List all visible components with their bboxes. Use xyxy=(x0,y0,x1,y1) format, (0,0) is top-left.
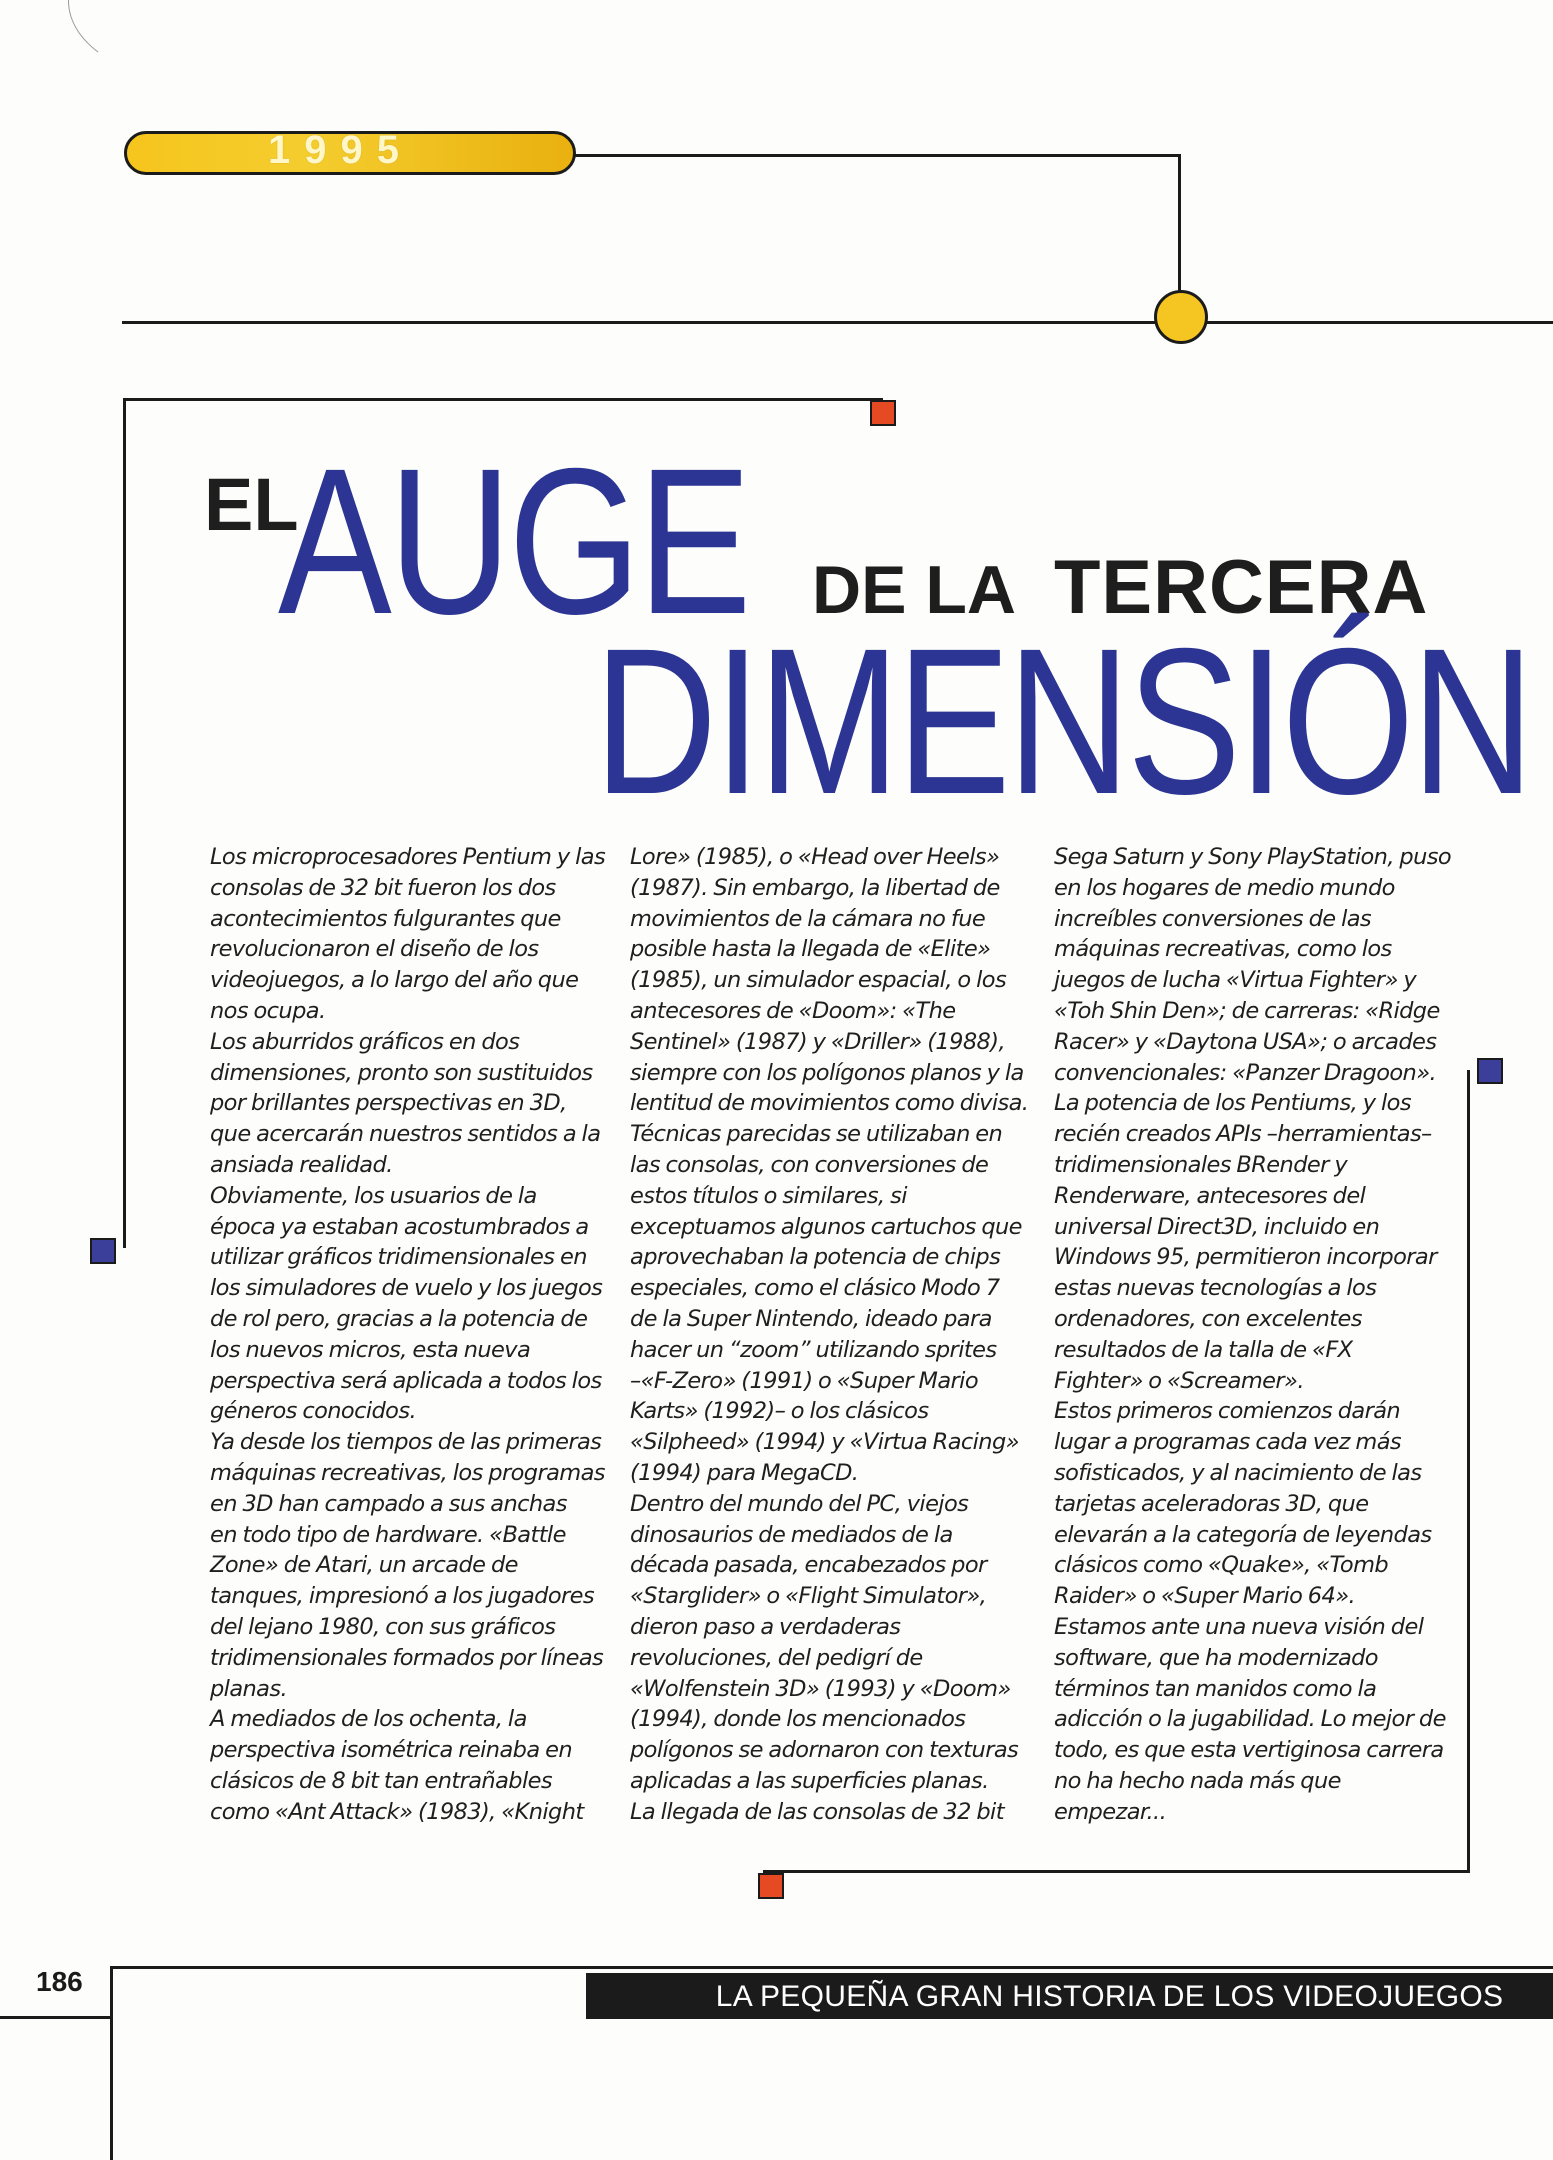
text-line: –«F-Zero» (1991) o «Super Mario xyxy=(630,1367,978,1394)
frame-line-bottom xyxy=(763,1870,1470,1873)
timeline-line-vertical xyxy=(1178,154,1181,294)
text-line: recién creados APIs –herramientas– xyxy=(1054,1121,1432,1148)
text-line: estas nuevas tecnologías a los xyxy=(1054,1275,1377,1302)
text-line: increíbles conversiones de las xyxy=(1054,905,1372,932)
text-line: juegos de lucha «Virtua Fighter» y xyxy=(1054,967,1417,994)
text-line: revolucionaron el diseño de los xyxy=(210,936,539,963)
frame-square-blue-right xyxy=(1477,1058,1503,1084)
text-line: videojuegos, a lo largo del año que xyxy=(210,967,579,994)
text-line: Racer» y «Daytona USA»; o arcades xyxy=(1054,1028,1437,1055)
text-line: en 3D han campado a sus anchas xyxy=(210,1490,567,1517)
text-line: las consolas, con conversiones de xyxy=(630,1151,989,1178)
text-line: máquinas recreativas, como los xyxy=(1054,936,1392,963)
page-number: 186 xyxy=(36,1966,83,1997)
text-line: Técnicas parecidas se utilizaban en xyxy=(630,1121,1003,1148)
frame-line-right xyxy=(1467,1070,1470,1873)
text-line: acontecimientos fulgurantes que xyxy=(210,905,561,932)
text-line: (1987). Sin embargo, la libertad de xyxy=(630,874,1000,901)
year-label: 1995 xyxy=(268,128,413,172)
text-line: especiales, como el clásico Modo 7 xyxy=(630,1275,1000,1302)
text-line: como «Ant Attack» (1983), «Knight xyxy=(210,1798,584,1825)
text-line: todo, es que esta vertiginosa carrera xyxy=(1054,1737,1444,1764)
text-line: en todo tipo de hardware. «Battle xyxy=(210,1521,566,1548)
text-line: dieron paso a verdaderas xyxy=(630,1613,901,1640)
text-line: (1994), donde los mencionados xyxy=(630,1706,966,1733)
text-line: hacer un “zoom” utilizando sprites xyxy=(630,1336,997,1363)
text-line: del lejano 1980, con sus gráficos xyxy=(210,1613,556,1640)
headline-de-la: DE LA xyxy=(812,552,1016,628)
text-line: software, que ha modernizado xyxy=(1054,1644,1378,1671)
text-line: exceptuamos algunos cartuchos que xyxy=(630,1213,1022,1240)
text-line: Dentro del mundo del PC, viejos xyxy=(630,1490,969,1517)
book-title: LA PEQUEÑA GRAN HISTORIA DE LOS VIDEOJUEGOS xyxy=(715,1980,1504,2013)
text-line: dimensiones, pronto son sustituidos xyxy=(210,1059,593,1086)
text-line: resultados de la talla de «FX xyxy=(1054,1336,1353,1363)
text-line: La potencia de los Pentiums, y los xyxy=(1054,1090,1411,1117)
text-line: utilizar gráficos tridimensionales en xyxy=(210,1244,587,1271)
text-line: universal Direct3D, incluido en xyxy=(1054,1213,1380,1240)
footer-line-left xyxy=(0,2016,112,2019)
text-line: antecesores de «Doom»: «The xyxy=(630,997,956,1024)
text-line: géneros conocidos. xyxy=(210,1398,417,1425)
text-line: «Toh Shin Den»; de carreras: «Ridge xyxy=(1054,997,1440,1024)
frame-square-red-top xyxy=(870,400,896,426)
footer-line-vertical xyxy=(110,1966,113,2160)
text-line: (1994) para MegaCD. xyxy=(630,1459,859,1486)
text-line: Karts» (1992)– o los clásicos xyxy=(630,1398,929,1425)
text-line: no ha hecho nada más que xyxy=(1054,1767,1341,1794)
text-line: Renderware, antecesores del xyxy=(1054,1182,1366,1209)
text-line: de la Super Nintendo, ideado para xyxy=(630,1305,992,1332)
text-line: clásicos como «Quake», «Tomb xyxy=(1054,1552,1389,1579)
text-line: aprovechaban la potencia de chips xyxy=(630,1244,1001,1271)
text-line: planas. xyxy=(210,1675,288,1702)
headline-tercera: TERCERA xyxy=(1054,545,1429,630)
text-line: tarjetas aceleradoras 3D, que xyxy=(1054,1490,1369,1517)
text-line: consolas de 32 bit fueron los dos xyxy=(210,874,556,901)
frame-line-left xyxy=(123,398,126,1248)
text-line: dinosaurios de mediados de la xyxy=(630,1521,953,1548)
text-line: perspectiva isométrica reinaba en xyxy=(210,1737,572,1764)
text-line: Lore» (1985), o «Head over Heels» xyxy=(630,844,1000,870)
text-line: «Starglider» o «Flight Simulator», xyxy=(630,1583,987,1610)
text-line: Ya desde los tiempos de las primeras xyxy=(210,1429,602,1456)
article-column-2 xyxy=(630,842,1029,1828)
text-line: en los hogares de medio mundo xyxy=(1054,874,1395,901)
text-line: tridimensionales formados por líneas xyxy=(210,1644,604,1671)
text-line: estos títulos o similares, si xyxy=(630,1182,907,1209)
headline-dimension: DIMENSIÓN xyxy=(594,606,1532,838)
footer-line-top xyxy=(110,1966,1553,1969)
text-line: movimientos de la cámara no fue xyxy=(630,905,986,932)
text-line: lentitud de movimientos como divisa. xyxy=(630,1090,1029,1117)
headline-auge: AUGE xyxy=(278,426,749,658)
text-line: adicción o la jugabilidad. Lo mejor de xyxy=(1054,1706,1446,1733)
text-line: tanques, impresionó a los jugadores xyxy=(210,1583,595,1610)
text-line: sofisticados, y al nacimiento de las xyxy=(1054,1459,1422,1486)
text-line: tridimensionales BRender y xyxy=(1054,1151,1348,1178)
text-line: que acercarán nuestros sentidos a la xyxy=(210,1121,601,1148)
text-line: época ya estaban acostumbrados a xyxy=(210,1213,589,1240)
text-line: Estos primeros comienzos darán xyxy=(1054,1398,1401,1425)
text-line: elevarán a la categoría de leyendas xyxy=(1054,1521,1432,1548)
text-line: empezar... xyxy=(1054,1798,1167,1825)
text-line: La llegada de las consolas de 32 bit xyxy=(630,1798,1004,1825)
text-line: Los microprocesadores Pentium y las xyxy=(210,844,606,870)
timeline-line-horizontal xyxy=(122,321,1553,324)
text-line: los simuladores de vuelo y los juegos xyxy=(210,1275,603,1302)
corner-curve-decoration xyxy=(68,0,330,82)
frame-square-blue-left xyxy=(90,1238,116,1264)
text-line: Sega Saturn y Sony PlayStation, puso xyxy=(1054,844,1452,870)
text-line: Fighter» o «Screamer». xyxy=(1054,1367,1304,1394)
text-line: posible hasta la llegada de «Elite» xyxy=(630,936,991,963)
text-line: nos ocupa. xyxy=(210,997,326,1024)
text-line: Estamos ante una nueva visión del xyxy=(1054,1613,1424,1640)
text-line: revoluciones, del pedigrí de xyxy=(630,1644,923,1671)
text-line: Zone» de Atari, un arcade de xyxy=(210,1552,518,1579)
text-line: ansiada realidad. xyxy=(210,1151,393,1178)
text-line: A mediados de los ochenta, la xyxy=(210,1706,527,1733)
text-line: (1985), un simulador espacial, o los xyxy=(630,967,1007,994)
article-column-3 xyxy=(1054,842,1464,1828)
frame-square-red-bottom xyxy=(758,1873,784,1899)
article-column-1 xyxy=(210,842,606,1828)
text-line: aplicadas a las superficies planas. xyxy=(630,1767,989,1794)
text-line: de rol pero, gracias a la potencia de xyxy=(210,1305,588,1332)
text-line: siempre con los polígonos planos y la xyxy=(630,1059,1024,1086)
text-line: polígonos se adornaron con texturas xyxy=(630,1737,1019,1764)
text-line: «Silpheed» (1994) y «Virtua Racing» xyxy=(630,1429,1019,1456)
text-line: ordenadores, con excelentes xyxy=(1054,1305,1362,1332)
timeline-line-top xyxy=(574,154,1180,157)
text-line: términos tan manidos como la xyxy=(1054,1675,1377,1702)
text-line: Windows 95, permitieron incorporar xyxy=(1054,1244,1437,1271)
text-line: los nuevos micros, esta nueva xyxy=(210,1336,531,1363)
text-line: por brillantes perspectivas en 3D, xyxy=(210,1090,567,1117)
text-line: Obviamente, los usuarios de la xyxy=(210,1182,537,1209)
text-line: Los aburridos gráficos en dos xyxy=(210,1028,520,1055)
text-line: década pasada, encabezados por xyxy=(630,1552,987,1579)
text-line: Raider» o «Super Mario 64». xyxy=(1054,1583,1356,1610)
text-line: «Wolfenstein 3D» (1993) y «Doom» xyxy=(630,1675,1011,1702)
text-line: máquinas recreativas, los programas xyxy=(210,1459,605,1486)
text-line: convencionales: «Panzer Dragoon». xyxy=(1054,1059,1437,1086)
frame-line-top xyxy=(123,398,883,401)
headline-el: EL xyxy=(204,463,299,546)
text-line: lugar a programas cada vez más xyxy=(1054,1429,1402,1456)
text-line: clásicos de 8 bit tan entrañables xyxy=(210,1767,552,1794)
timeline-node-circle xyxy=(1154,290,1208,344)
text-line: Sentinel» (1987) y «Driller» (1988), xyxy=(630,1028,1006,1055)
text-line: perspectiva será aplicada a todos los xyxy=(210,1367,602,1394)
